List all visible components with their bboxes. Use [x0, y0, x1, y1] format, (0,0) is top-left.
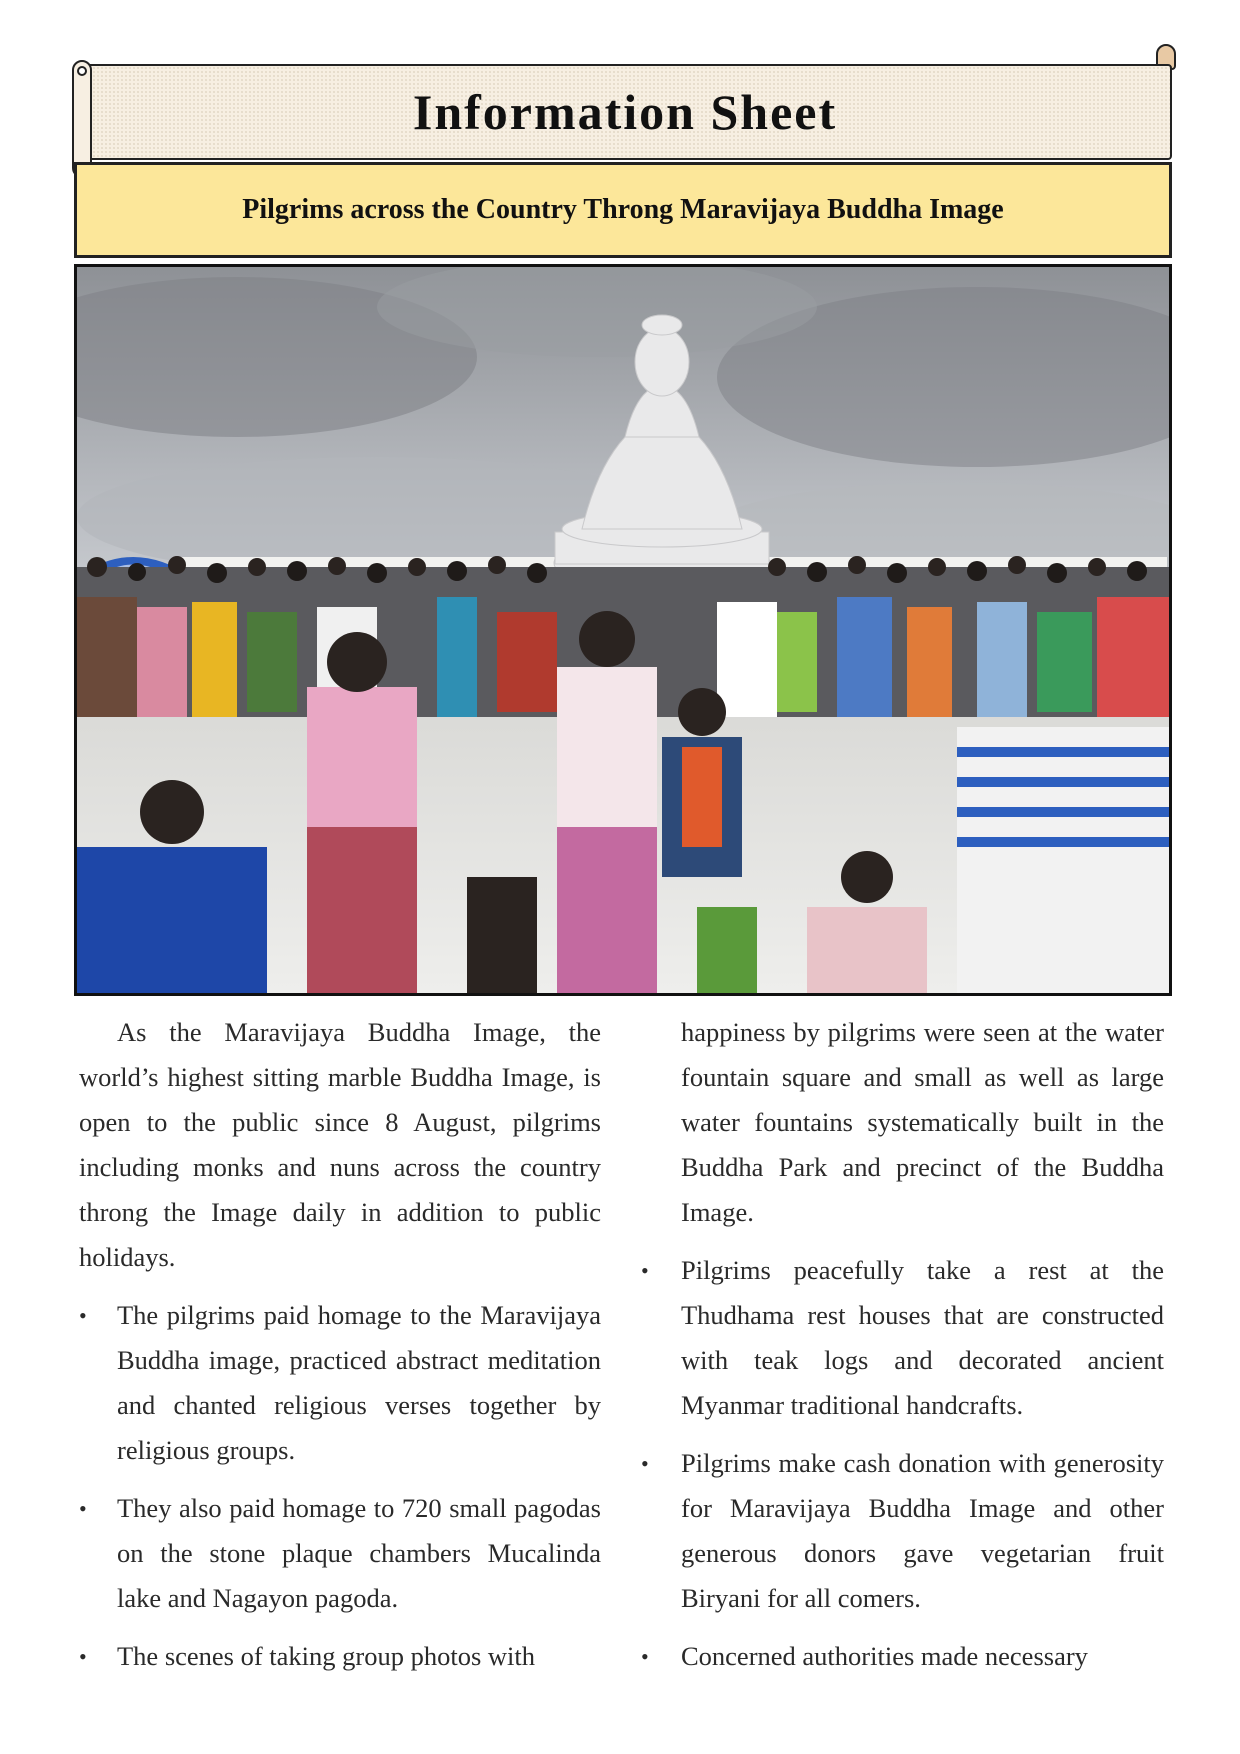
list-item — [79, 1634, 601, 1679]
list-item-text: They also paid homage to 720 small pagodas on the stone plaque chambers Mucalinda lake and Nagayon pagoda. — [117, 1493, 601, 1613]
right-text-column — [641, 1010, 1164, 1679]
list-item-text: Pilgrims peacefully take a rest at the Thudhama rest houses that are constructed with teak logs and decorated ancient Myanmar traditional handcrafts. — [681, 1255, 1164, 1420]
list-item — [641, 1634, 1164, 1679]
list-item — [79, 1293, 601, 1473]
bullet-icon: • — [641, 1258, 649, 1283]
bullet-icon: • — [641, 1644, 649, 1669]
list-item-text: Concerned authorities made necessary — [681, 1641, 1088, 1671]
buddha-image-photo — [74, 264, 1172, 996]
page-title: Information Sheet — [412, 84, 838, 140]
list-item-text: Pilgrims make cash donation with generosity for Maravijaya Buddha Image and other generous donors gave vegetarian fruit Biryani for all comers. — [681, 1448, 1164, 1613]
page-subtitle: Pilgrims across the Country Throng Maravijaya Buddha Image — [74, 162, 1172, 258]
left-bullet-list — [79, 1293, 601, 1679]
bullet-icon: • — [79, 1303, 87, 1328]
intro-paragraph: As the Maravijaya Buddha Image, the world’s highest sitting marble Buddha Image, is open to the public since 8 August, pilgrims including monks and nuns across the country throng the Image daily in addition to public holidays. — [79, 1017, 601, 1272]
list-item-text: The pilgrims paid homage to the Maravijaya Buddha image, practiced abstract meditation and chanted religious verses together by religious groups. — [117, 1300, 601, 1465]
bullet-icon: • — [79, 1644, 87, 1669]
bullet-icon: • — [641, 1451, 649, 1476]
right-bullet-list — [641, 1248, 1164, 1679]
continuation-paragraph: happiness by pilgrims were seen at the water fountain square and small as well as large water fountains systematically built in the Buddha Park and precinct of the Buddha Image. — [681, 1017, 1164, 1227]
left-text-column — [79, 1010, 601, 1679]
list-item — [641, 1248, 1164, 1428]
list-item — [641, 1441, 1164, 1621]
photo-illustration — [77, 267, 1169, 993]
list-item-text: The scenes of taking group photos with — [117, 1641, 536, 1671]
bullet-icon: • — [79, 1496, 87, 1521]
list-item — [79, 1486, 601, 1621]
